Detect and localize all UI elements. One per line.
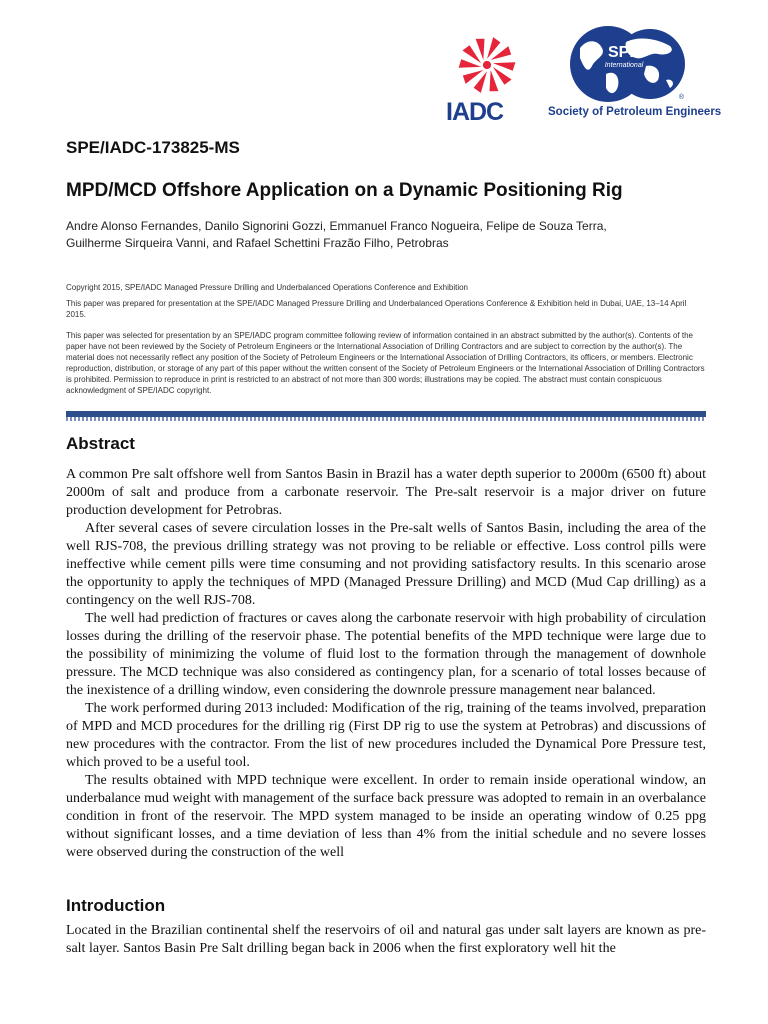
iadc-wordmark: IADC [446,98,504,126]
spe-registered-mark: ® [678,94,684,101]
prepared-text: This paper was prepared for presentation at the SPE/IADC Managed Pressure Drilling and Underbalanced Operations Conference & Exhibition held in Dubai, UAE, 13–14 April 2015. [66,299,687,319]
presentation-notice [66,298,706,320]
selection-notice [66,330,706,396]
abstract-paragraph: The results obtained with MPD technique were excellent. In order to remain inside operational window, an underbalance mud weight with management of the surface back pressure was adopted to remain in an overbalance condition in front of the reservoir. The MPD system managed to be inside an operating window of 0.25 ppg without significant losses, and a time deviation of less than 4% from the initial schedule and no severe losses were observed during the construction of the well [66,773,706,860]
spe-badge-subtext: International [604,62,644,69]
iadc-logo [446,34,528,127]
iadc-star-icon [454,34,520,96]
author-line: Andre Alonso Fernandes, Danilo Signorini Gozzi, Emmanuel Franco Nogueira, Felipe de Souza Terra, [66,219,607,233]
copyright-notice [66,282,706,293]
selection-text: This paper was selected for presentation by an SPE/IADC program committee following review of information contained in an abstract submitted by the author(s). Contents of the paper have not been reviewed by the Society of Petroleum Engineers or the International Association of Drilling Contractors and are subject to correction by the author(s). The material does not necessarily reflect any position of the Society of Petroleum Engineers or the International Association of Drilling Contractors, its officers, or members. Electronic reproduction, distribution, or storage of any part of this paper without the written consent of the Society of Petroleum Engineers or the International Association of Drilling Contractors is prohibited. Permission to reproduce in print is restricted to an abstract of not more than 300 words; illustrations may be copied. The abstract must contain conspicuous acknowledgment of SPE/IADC copyright. [66,331,705,395]
abstract-body [66,466,706,862]
spe-badge-text: SPE [607,44,641,61]
abstract-paragraph: The work performed during 2013 included: Modification of the rig, training of the teams involved, preparation of MPD and MCD procedures for the drilling rig (First DP rig to use the system at Petrobras) and discussions of new procedures with the contractor. From the list of new procedures included the Dynamical Pore Pressure test, which proved to be a useful tool. [66,701,706,770]
spe-logo [548,24,722,118]
spe-caption: Society of Petroleum Engineers [548,106,722,118]
paper-title: MPD/MCD Offshore Application on a Dynamic Positioning Rig [66,180,623,201]
abstract-heading: Abstract [66,434,135,453]
abstract-paragraph: After several cases of severe circulation losses in the Pre-salt wells of Santos Basin, including the area of the well RJS-708, the previous drilling strategy was not proving to be reliable or effective. Loss control pills were ineffective while cement pills were time consuming and not providing satisfactory results. In this scenario arose the opportunity to apply the techniques of MPD (Managed Pressure Drilling) and MCD (Mud Cap drilling) as a contingency on the well RJS-708. [66,521,706,608]
copyright-text: Copyright 2015, SPE/IADC Managed Pressure Drilling and Underbalanced Operations Conference and Exhibition [66,283,469,292]
introduction-paragraph: Located in the Brazilian continental shelf the reservoirs of oil and natural gas under salt layers are known as pre-salt layer. Santos Basin Pre Salt drilling began back in 2006 when the first exploratory well hit the [66,923,706,956]
abstract-paragraph: A common Pre salt offshore well from Santos Basin in Brazil has a water depth superior to 2000m (6500 ft) about 2000m of salt and produce from a carbonate reservoir. The Pre-salt reservoir is a major driver on future production development for Petrobras. [66,467,706,518]
introduction-heading: Introduction [66,896,166,915]
spe-globe-icon [566,24,688,104]
author-line: Guilherme Sirqueira Vanni, and Rafael Schettini Frazão Filho, Petrobras [66,236,449,250]
section-divider-dots [66,417,706,421]
paper-id: SPE/IADC-173825-MS [66,138,240,157]
introduction-body [66,922,706,958]
author-list [66,218,716,252]
abstract-paragraph: The well had prediction of fractures or caves along the carbonate reservoir with high probability of circulation losses during the drilling of the reservoir phase. The potential benefits of the MPD technique were large due to the possibility of minimizing the volume of fluid lost to the formation through the management of downhole pressure. The MCD technique was also considered as contingency plan, for a scenario of total losses because of the inexistence of a drilling window, even considering the downrole pressure management near balanced. [66,611,706,698]
header-logos [446,24,722,127]
